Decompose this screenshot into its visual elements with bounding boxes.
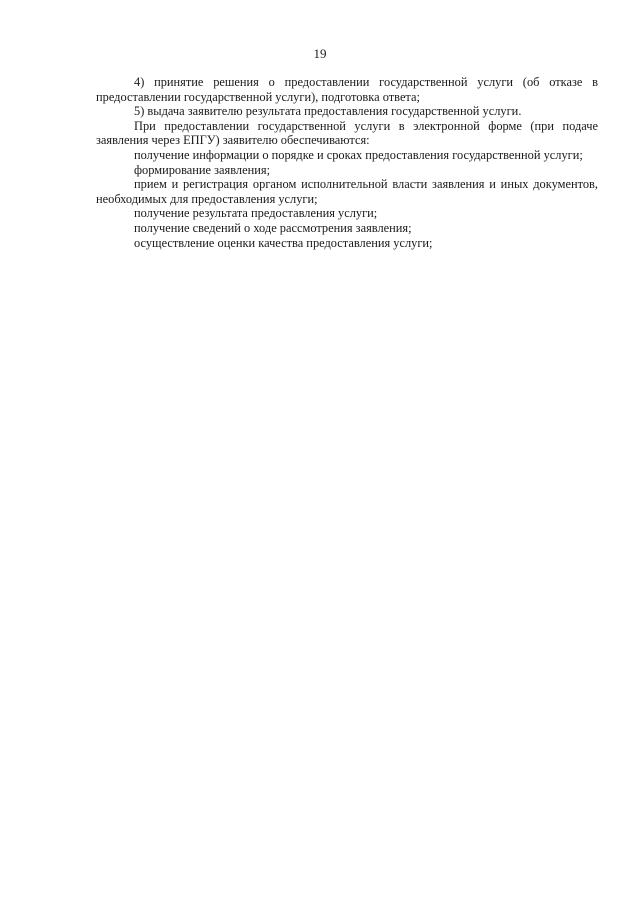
page-number: 19 [313, 46, 327, 61]
paragraph: осуществление оценки качества предоставления услуги; [134, 235, 433, 250]
paragraph: формирование заявления; [134, 162, 271, 177]
paragraph: прием и регистрация органом исполнительной власти заявления и иных документов, необходимых для предоставления услуги; [96, 177, 598, 206]
paragraph: При предоставлении государственной услуги в электронной форме (при подаче заявления через ЕПГУ) заявителю обеспечиваются: [96, 118, 598, 148]
document-body [96, 75, 598, 250]
paragraph: получение результата предоставления услуги; [134, 206, 378, 221]
paragraph: получение сведений о ходе рассмотрения заявления; [134, 220, 412, 235]
paragraph: 5) выдача заявителю результата предоставления государственной услуги. [134, 104, 522, 119]
paragraph: получение информации о порядке и сроках предоставления государственной услуги; [134, 147, 583, 162]
paragraph: 4) принятие решения о предоставлении государственной услуги (об отказе в предоставлении государственной услуги), подготовка ответа; [96, 75, 598, 104]
